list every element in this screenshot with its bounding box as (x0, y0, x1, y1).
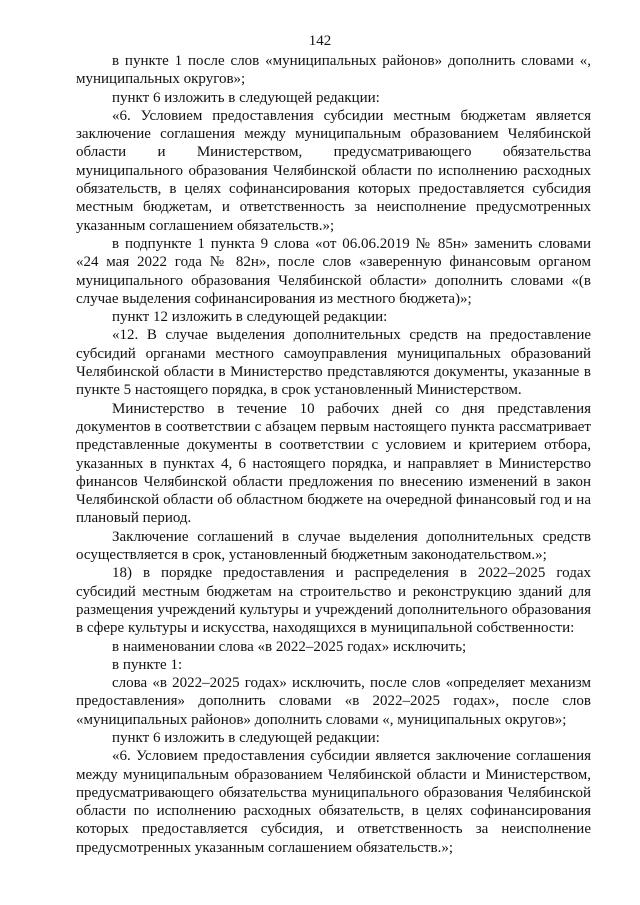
paragraph: в пункте 1: (112, 656, 183, 673)
paragraph: пункт 6 изложить в следующей редакции: (112, 89, 380, 106)
paragraph: в подпункте 1 пункта 9 слова «от 06.06.2019 № 85н» заменить словами «24 мая 2022 года № 82н», после слов «заверенную финансовым органом муниципального образования Челябинской области» дополнить словами «(в случае выделения софинансирования из местного бюджета)»; (76, 235, 591, 307)
page-number: 142 (308, 33, 332, 49)
paragraph: пункт 6 изложить в следующей редакции: (112, 729, 380, 746)
paragraph: пункт 12 изложить в следующей редакции: (112, 309, 388, 326)
paragraph: Заключение соглашений в случае выделения дополнительных средств осуществляется в срок, установленный бюджетным законодательством.»; (76, 528, 591, 564)
paragraph: в наименовании слова «в 2022–2025 годах» исключить; (112, 638, 467, 655)
paragraph: «6. Условием предоставления субсидии является заключение соглашения между муниципальным образованием Челябинской области и Министерством, предусматривающего обязательства муниципального образования Челябинской области по исполнению расходных обязательств, в целях софинансирования которых предоставляется субсидия, и ответственность за неисполнение предусмотренных указанным соглашением обязательств.»; (76, 748, 591, 856)
paragraph: слова «в 2022–2025 годах» исключить, после слов «определяет механизм предоставления» дополнить словами «в 2022–2025 годах», после слов «муниципальных районов» дополнить словами «, муниципальных округов»; (76, 675, 591, 728)
paragraph: Министерство в течение 10 рабочих дней со дня представления документов в соответствии с абзацем первым настоящего пункта рассматривает представленные документы в соответствии с условием и критерием отбора, указанных в пунктах 4, 6 настоящего порядка, и направляет в Министерство финансов Челябинской области предложения по внесению изменений в закон Челябинской области об областном бюджете на очередной финансовый год и на плановый период. (76, 400, 591, 527)
paragraph: в пункте 1 после слов «муниципальных районов» дополнить словами «, муниципальных округов»; (76, 53, 591, 88)
paragraph: 18) в порядке предоставления и распределения в 2022–2025 годах субсидий местным бюджетам на строительство и реконструкцию зданий для размещения учреждений культуры и учреждений дополнительного образования в сфере культуры и искусства, находящихся в муниципальной собственности: (76, 565, 591, 637)
paragraph: «6. Условием предоставления субсидии местным бюджетам является заключение соглашения между муниципальным образованием Челябинской области и Министерством, предусматривающего обязательства муниципального образования Челябинской области по исполнению расходных обязательств, в целях софинансирования которых предоставляется субсидия местным бюджетам, и ответственность за неисполнение предусмотренных указанным соглашением обязательств.»; (76, 107, 591, 234)
paragraph: «12. В случае выделения дополнительных средств на предоставление субсидий органами местного самоуправления муниципальных образований Челябинской области в Министерство представляются документы, указанные в пункте 5 настоящего порядка, в срок установленный Министерством. (76, 327, 591, 399)
document-body (76, 52, 591, 857)
